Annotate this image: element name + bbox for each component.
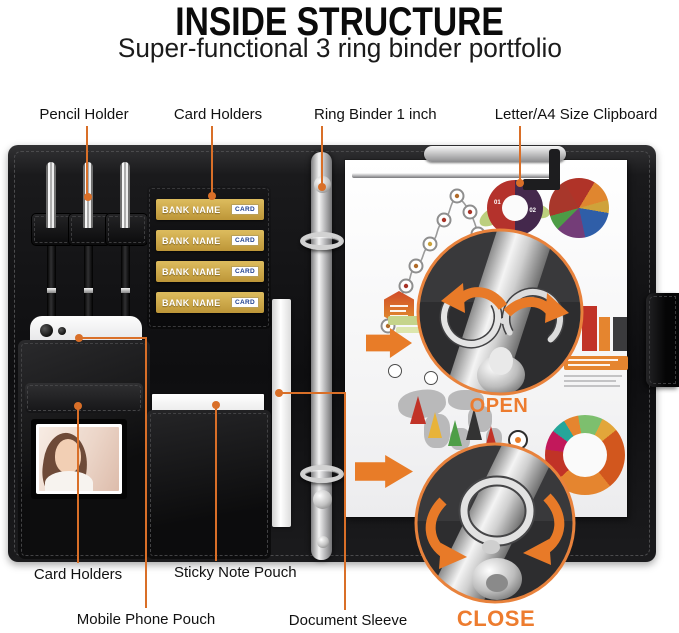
callout-dot (318, 183, 326, 191)
clipboard-clip (424, 146, 566, 162)
photo-shoulders (45, 471, 93, 491)
callout-label-mobile-phone-pouch: Mobile Phone Pouch (76, 611, 216, 628)
callout-line-mobile-phone-v (145, 337, 147, 608)
pen-band (121, 288, 130, 293)
ring-base-dimple (486, 574, 508, 592)
sticky-notes (152, 394, 264, 411)
page-subtitle: Super-functional 3 ring binder portfolio (117, 33, 562, 63)
callout-label-document-sleeve: Document Sleeve (288, 612, 408, 629)
photo (39, 427, 119, 491)
callout-dot (74, 402, 82, 410)
pen-clip (46, 162, 56, 228)
callout-line-document-sleeve-v (344, 392, 346, 610)
bank-card (156, 261, 264, 282)
open-mechanism-inset (415, 227, 585, 397)
callout-dot (208, 192, 216, 200)
clipboard-clip-lever (549, 149, 560, 183)
bar-dark (613, 317, 627, 351)
ring-base-neck (489, 347, 513, 375)
donut-label: 01 (494, 200, 501, 206)
callout-label-clipboard: Letter/A4 Size Clipboard (494, 106, 658, 123)
bank-card-label: BANK NAME (162, 266, 221, 277)
phone-camera (58, 327, 66, 335)
bank-card-label: BANK NAME (162, 204, 221, 215)
callout-dot (75, 334, 83, 342)
sticky-note-pouch (147, 410, 271, 559)
callout-line-ring-binder (321, 126, 323, 184)
phone-camera (40, 324, 53, 337)
pen-band (47, 288, 56, 293)
card-badge: CARD (231, 266, 259, 277)
callout-dot (84, 193, 92, 201)
card-badge: CARD (231, 235, 259, 246)
callout-label-ring-binder: Ring Binder 1 inch (314, 106, 437, 123)
card-badge: CARD (231, 204, 259, 215)
close-label: CLOSE (456, 606, 536, 631)
callout-line-card-holders-top (211, 126, 213, 193)
bank-card-label: BANK NAME (162, 235, 221, 246)
page-title: INSIDE STRUCTURE (175, 0, 504, 44)
donut-hole (502, 195, 528, 221)
document-sleeve-paper (272, 299, 291, 527)
callout-label-sticky-note-pouch: Sticky Note Pouch (174, 564, 297, 581)
binder-trigger-ball (317, 536, 329, 548)
badge-text-line (390, 310, 406, 312)
callout-line-sticky-note-pouch (215, 408, 217, 561)
callout-line-mobile-phone-h (82, 337, 146, 339)
callout-line-clipboard (519, 126, 521, 180)
numbered-circle (388, 364, 402, 378)
callout-line-card-holders-bottom (77, 409, 79, 563)
open-label: OPEN (469, 395, 529, 417)
callout-dot (516, 179, 524, 187)
bank-card (156, 199, 264, 220)
donut-label: 02 (529, 208, 536, 214)
bank-card-label: BANK NAME (162, 297, 221, 308)
binder-ring (300, 232, 344, 250)
close-mechanism-inset (413, 441, 577, 605)
binder-ring (300, 465, 344, 483)
callout-line-pencil-holder (86, 126, 88, 195)
callout-dot (212, 401, 220, 409)
callout-label-pencil-holder: Pencil Holder (39, 106, 129, 123)
card-badge: CARD (231, 297, 259, 308)
pen-band (84, 288, 93, 293)
bank-card (156, 230, 264, 251)
binder-trigger-ball (313, 490, 332, 509)
callout-label-card-holders-top: Card Holders (173, 106, 263, 123)
card-pocket (25, 383, 143, 413)
pen-clip (120, 162, 130, 228)
callout-line-document-sleeve-h (282, 392, 346, 394)
clipboard-clip-lever (523, 179, 560, 190)
rivet (500, 318, 506, 324)
clipboard-clip-rod (352, 173, 552, 178)
bar-orange (599, 317, 610, 351)
callout-label-card-holders-bottom: Card Holders (33, 566, 123, 583)
bank-card (156, 292, 264, 313)
callout-dot (275, 389, 283, 397)
badge-text-line (390, 305, 408, 307)
ring-hinge (482, 540, 500, 554)
closure-strap (646, 293, 679, 387)
map-marker-cone (410, 396, 426, 424)
